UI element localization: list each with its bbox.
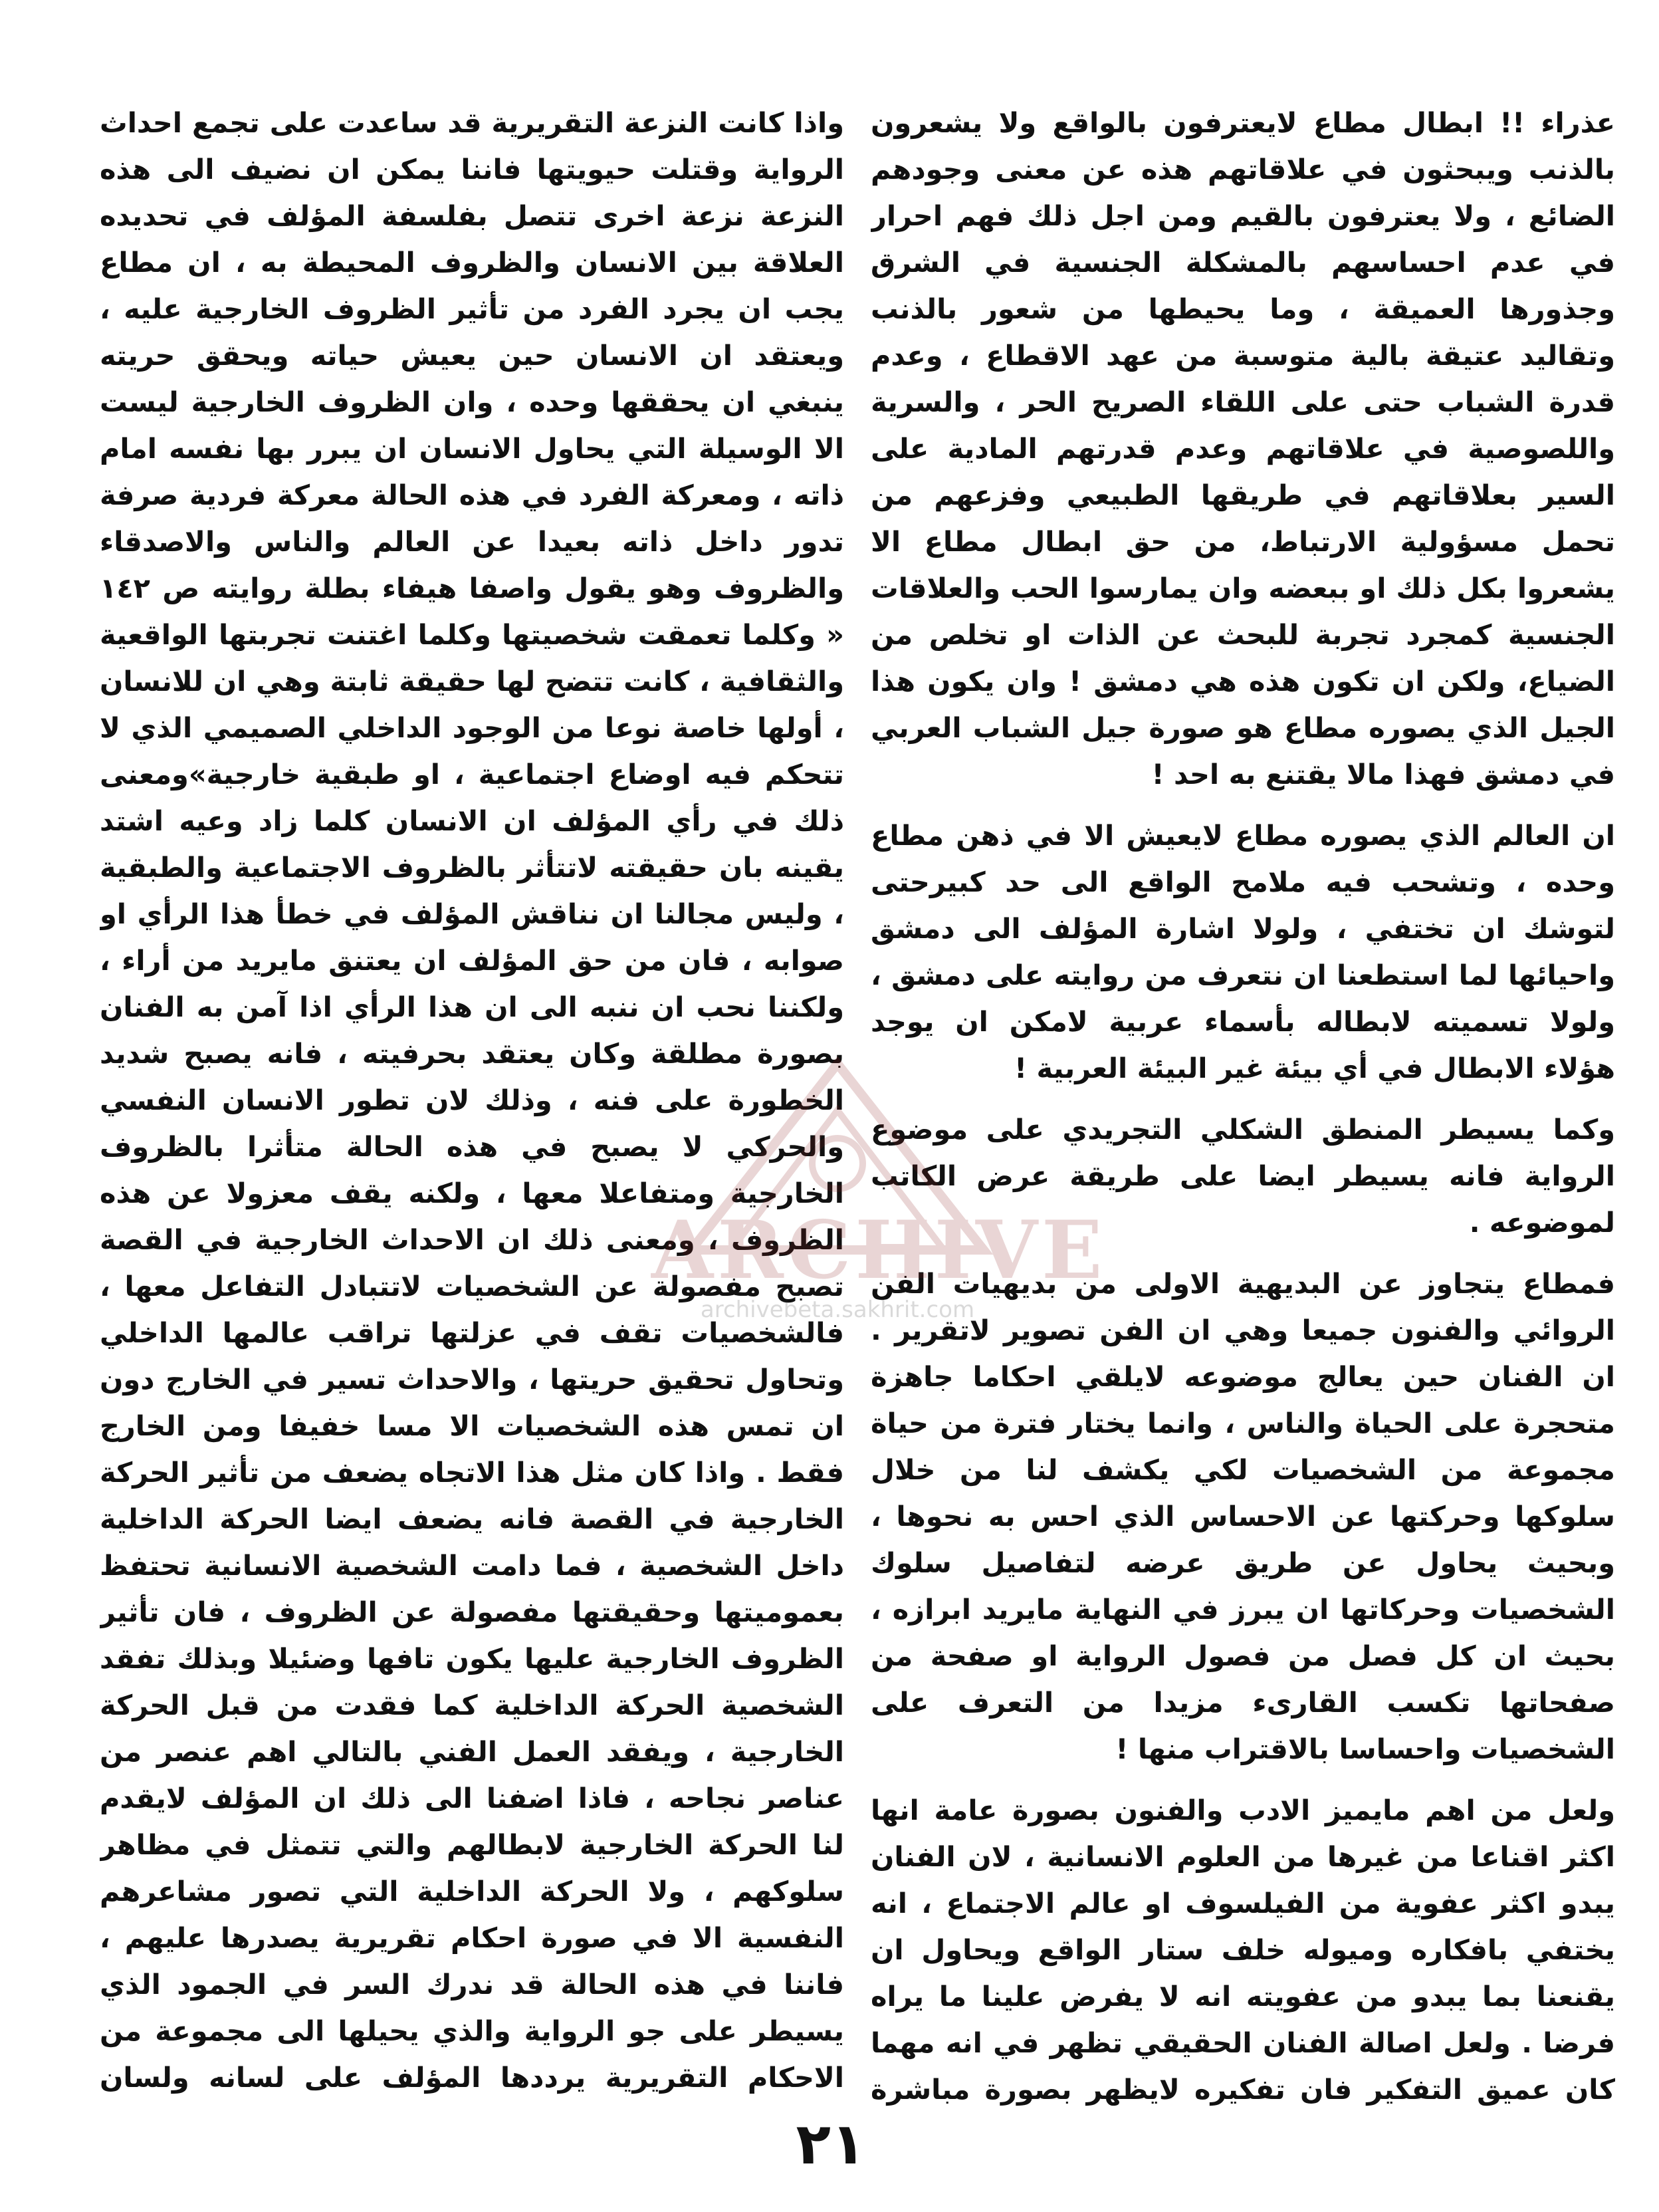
paragraph: فمطاع يتجاوز عن البديهية الاولى من بديهيات الفن الروائي والفنون جميعا وهي ان الفن تصوير لاتقرير . ان الفنان حين يعالج موضوعه لايلقي احكاما جاهزة متحجرة على الحياة والناس ، وانما يختار فترة من حياة مجموعة من الشخصيات لكي يكشف لنا من خلال سلوكها وحركتها عن الاحساس الذي احس به نحوها ، وبحيث يحاول عن طريق عرضه لتفاصيل سلوك الشخصيات وحركاتها ان يبرز في النهاية مايريد ابرازه ، بحيث ان كل فصل من فصول الرواية او صفحة من صفحاتها تكسب القارىء مزيدا من التعرف على الشخصيات واحساسا بالاقتراب منها ! — [871, 1267, 1615, 1765]
paragraph: ولعل من اهم مايميز الادب والفنون بصورة عامة انها اكثر اقناعا من غيرها من العلوم الانسانية ، لان الفنان يبدو اكثر عفوية من الفيلسوف او عالم الاجتماع ، انه يختفي بافكاره وميوله خلف ستار الواقع ويحاول ان يقنعنا بما يبدو من عفويته انه لا يفرض علينا ما يراه فرضا . ولعل اصالة الفنان الحقيقي تظهر في انه مهما كان عميق التفكير فان تفكيره لايظهر بصورة مباشرة — [871, 1794, 1615, 2106]
page-number: ٢١ — [796, 2111, 866, 2177]
watermark-url: archivebeta.sakhrit.com — [700, 1296, 975, 1323]
text-column-right — [871, 100, 1615, 2108]
watermark-brand: ARCHIVE — [651, 1203, 1107, 1297]
paragraph: ان العالم الذي يصوره مطاع لايعيش الا في ذهن مطاع وحده ، وتشحب فيه ملامح الواقع الى حد كبيرحتى لتوشك ان تختفي ، ولولا اشارة المؤلف الى دمشق واحيائها لما استطعنا ان نتعرف من روايته على دمشق ، ولولا تسميته لابطاله بأسماء عربية لامكن ان يوجد هؤلاء الابطال في أي بيئة غير البيئة العربية ! — [871, 819, 1615, 1084]
paragraph: واذا كانت النزعة التقريرية قد ساعدت على تجمع احداث الرواية وقتلت حيويتها فاننا يمكن ان نضيف الى هذه النزعة نزعة اخرى تتصل بفلسفة المؤلف في تحديده العلاقة بين الانسان والظروف المحيطة به ، ان مطاع يجب ان يجرد الفرد من تأثير الظروف الخارجية عليه ، ويعتقد ان الانسان حين يعيش حياته ويحقق حريته ينبغي ان يحققها وحده ، وان الظروف الخارجية ليست الا الوسيلة التي يحاول الانسان ان يبرر بها نفسه امام ذاته ، ومعركة الفرد في هذه الحالة معركة فردية صرفة تدور داخل ذاته بعيدا عن العالم والناس والاصدقاء والظروف وهو يقول واصفا هيفاء بطلة روايته ص ١٤٢ « وكلما تعمقت شخصيتها وكلما اغتنت تجربتها الواقعية والثقافية ، كانت تتضح لها حقيقة ثابتة وهي ان للانسان ، أولها خاصة نوعا من الوجود الداخلي الصميمي الذي لا تتحكم فيه اوضاع اجتماعية ، او طبقية خارجية»ومعنى ذلك في رأي المؤلف ان الانسان كلما زاد وعيه اشتد يقينه بان حقيقته لاتتأثر بالظروف الاجتماعية والطبقية ، وليس مجالنا ان نناقش المؤلف في خطأ هذا الرأي او صوابه ، فان من حق المؤلف ان يعتنق مايريد من أراء ، ولكننا نحب ان ننبه الى ان هذا الرأي اذا آمن به الفنان بصورة مطلقة وكان يعتقد بحرفيته ، فانه يصبح شديد الخطورة على فنه ، وذلك لان تطور الانسان النفسي والحركي لا يصبح في هذه الحالة متأثرا بالظروف الخارجية ومتفاعلا معها ، ولكنه يقف معزولا عن هذه الظروف ، ومعنى ذلك ان الاحداث الخارجية في القصة تصبح مفصولة عن الشخصيات لاتتبادل التفاعل معها ، فالشخصيات تقف في عزلتها تراقب عالمها الداخلي وتحاول تحقيق حريتها ، والاحداث تسير في الخارج دون ان تمس هذه الشخصيات الا مسا خفيفا ومن الخارج فقط . واذا كان مثل هذا الاتجاه يضعف من تأثير الحركة الخارجية في القصة فانه يضعف ايضا الحركة الداخلية داخل الشخصية ، فما دامت الشخصية الانسانية تحتفظ بعموميتها وحقيقتها مفصولة عن الظروف ، فان تأثير الظروف الخارجية عليها يكون تافها وضئيلا وبذلك تفقد الشخصية الحركة الداخلية كما فقدت من قبل الحركة الخارجية ، ويفقد العمل الفني بالتالي اهم عنصر من عناصر نجاحه ، فاذا اضفنا الى ذلك ان المؤلف لايقدم لنا الحركة الخارجية لابطالهم والتي تتمثل في مظاهر سلوكهم ، ولا الحركة الداخلية التي تصور مشاعرهم النفسية الا في صورة احكام تقريرية يصدرها عليهم ، فاننا في هذه الحالة قد ندرك السر في الجمود الذي يسيطر على جو الرواية والذي يحيلها الى مجموعة من الاحكام التقريرية يرددها المؤلف على لسانه ولسان — [100, 106, 844, 2094]
paragraph: عذراء !! ابطال مطاع لايعترفون بالواقع ولا يشعرون بالذنب ويبحثون في علاقاتهم هذه عن معنى وجودهم الضائع ، ولا يعترفون بالقيم ومن اجل ذلك فهم احرار في عدم احساسهم بالمشكلة الجنسية في الشرق وجذورها العميقة ، وما يحيطها من شعور بالذنب وتقاليد عتيقة بالية متوسبة من عهد الاقطاع ، وعدم قدرة الشباب حتى على اللقاء الصريح الحر ، والسرية واللصوصية في علاقاتهم وعدم قدرتهم المادية على السير بعلاقاتهم في طريقها الطبيعي وفزعهم من تحمل مسؤولية الارتباط، من حق ابطال مطاع الا يشعروا بكل ذلك او ببعضه وان يمارسوا الحب والعلاقات الجنسية كمجرد تجربة للبحث عن الذات او تخلص من الضياع، ولكن ان تكون هذه هي دمشق ! وان يكون هذا الجيل الذي يصوره مطاع هو صورة جيل الشباب العربي في دمشق فهذا مالا يقتنع به احد ! — [871, 106, 1615, 791]
paragraph: وكما يسيطر المنطق الشكلي التجريدي على موضوع الرواية فانه يسيطر ايضا على طريقة عرض الكاتب لموضوعه . — [871, 1113, 1615, 1239]
text-column-left — [100, 100, 844, 2108]
